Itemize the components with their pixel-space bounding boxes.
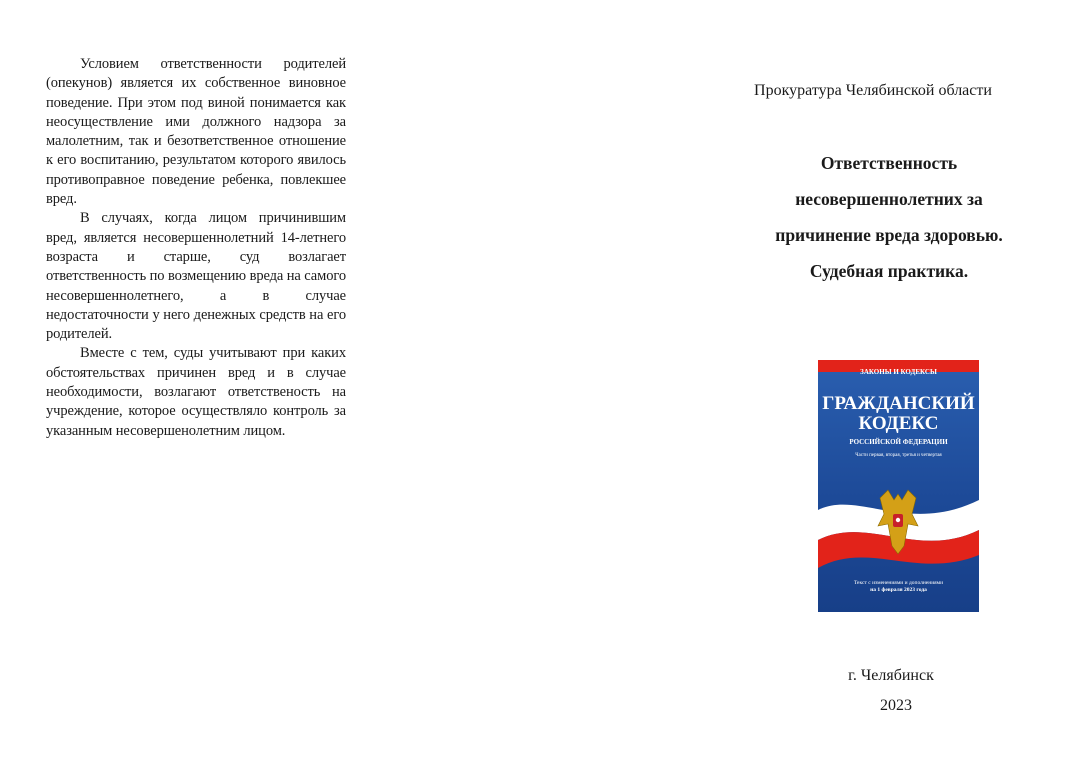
brochure-title [730,145,1048,289]
title-line-1: Ответственность [820,153,958,173]
organization-name: Прокуратура Челябинской области [754,82,992,99]
book-title-line-2: КОДЕКС [858,413,939,434]
title-line-4: Судебная практика. [809,261,969,281]
book-edition-line-2: на 1 февраля 2023 года [870,587,927,593]
paragraph-3: Вместе с тем, суды учитывают при каких обстоятельствах причинен вред и в случае необходимости, возлагают ответственость на учреждение, которое осуществляло контроль за указанным несовершенолетним лицом. [46,345,346,439]
paragraph-1: Условием ответственности родителей (опекунов) является их собственное виновное поведение. При этом под виной понимается как неосуществление ими должного надзора за малолетним, так и безответственное отношение к его воспитанию, результатом которого явилось противоправное поведение ребенка, повлекшее вред. [46,56,346,208]
title-line-3: причинение вреда здоровью. [775,225,1003,245]
title-line-2: несовершеннолетних за [795,189,983,209]
book-series-label: ЗАКОНЫ И КОДЕКСЫ [860,368,937,376]
flag-wave-graphic [818,480,979,580]
book-parts-label: Части первая, вторая, третья и четвертая [855,453,942,458]
paragraph-2: В случаях, когда лицом причинившим вред, является несовершеннолетний 14-летнего возраста и старше, суд возлагает ответственность по возмещению вреда на самого несовершеннолетнего, а в случае недостаточности у него денежных средств на его родителей. [46,210,346,343]
civil-code-book-cover [818,360,979,612]
book-edition-note [818,580,979,594]
publication-year: 2023 [880,697,912,714]
book-title [818,394,979,434]
book-subtitle: РОССИЙСКОЙ ФЕДЕРАЦИИ [849,438,948,446]
city-name: г. Челябинск [848,667,934,684]
book-title-line-1: ГРАЖДАНСКИЙ [822,393,975,414]
left-text-column [46,55,346,441]
book-edition-line-1: Текст с изменениями и дополнениями [853,580,944,586]
